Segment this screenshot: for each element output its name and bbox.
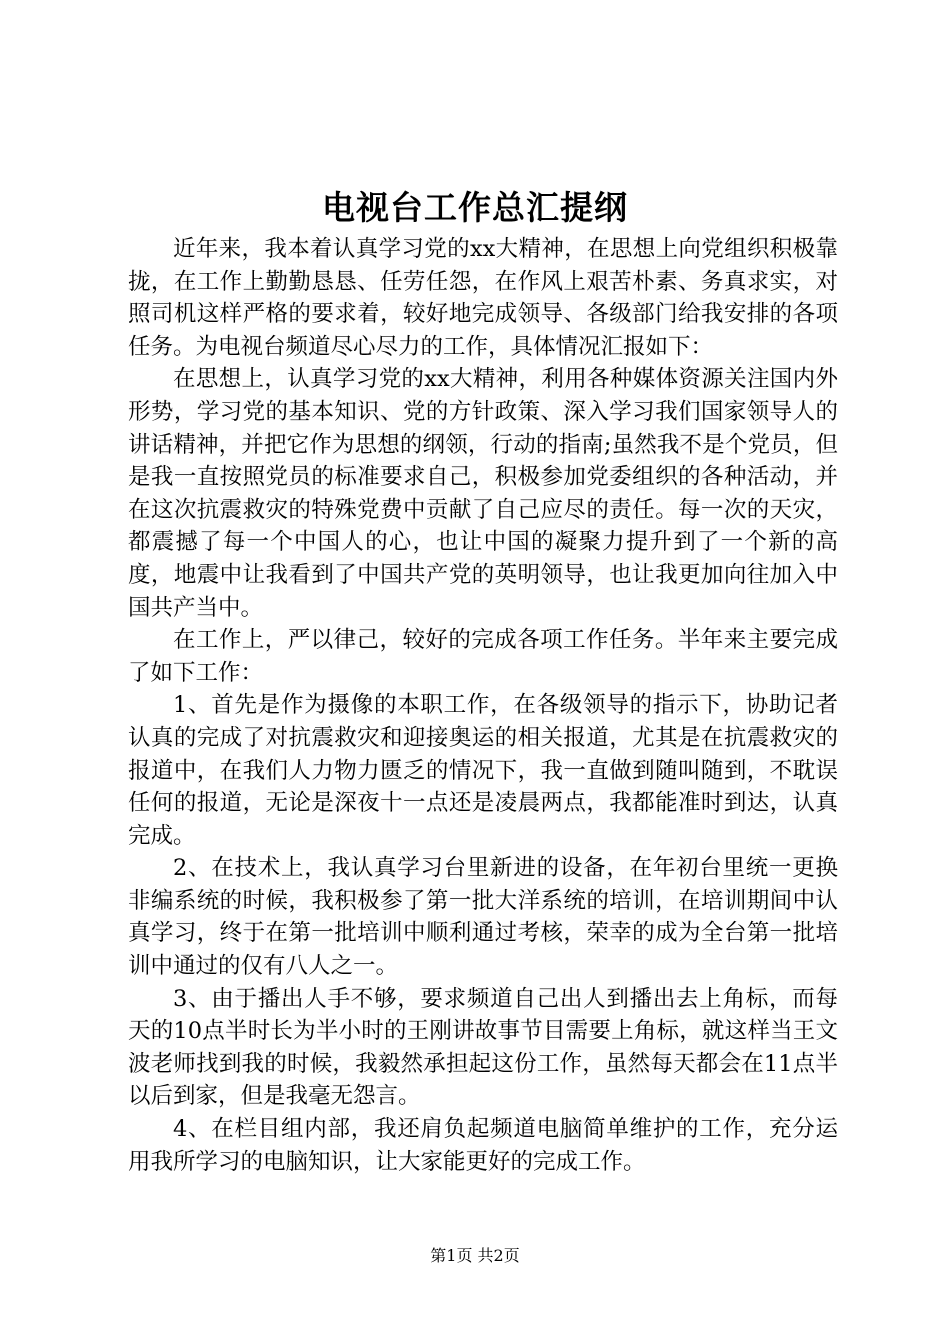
paragraph-item-1: 1、首先是作为摄像的本职工作，在各级领导的指示下，协助记者认真的完成了对抗震救灾和迎接奥运的相关报道，尤其是在抗震救灾的报道中，在我们人力物力匮乏的情况下，我一直做到随叫随到，不耽误任何的报道，无论是深夜十一点还是凌晨两点，我都能准时到达，认真完成。 [128, 692, 838, 849]
paragraph-item-4: 4、在栏目组内部，我还肩负起频道电脑简单维护的工作，充分运用我所学习的电脑知识，让大家能更好的完成工作。 [128, 1116, 838, 1175]
paragraph-ideology: 在思想上，认真学习党的xx大精神，利用各种媒体资源关注国内外形势，学习党的基本知识、党的方针政策、深入学习我们国家领导人的讲话精神，并把它作为思想的纲领，行动的指南;虽然我不是个党员，但是我一直按照党员的标准要求自己，积极参加党委组织的各种活动，并在这次抗震救灾的特殊党费中贡献了自己应尽的责任。每一次的天灾，都震撼了每一个中国人的心，也让中国的凝聚力提升到了一个新的高度，地震中让我看到了中国共产党的英明领导，也让我更加向往加入中国共产当中。 [128, 366, 838, 621]
document-body [128, 233, 838, 1178]
paragraph-item-2: 2、在技术上，我认真学习台里新进的设备，在年初台里统一更换非编系统的时候，我积极参了第一批大洋系统的培训，在培训期间中认真学习，终于在第一批培训中顺利通过考核，荣幸的成为全台第一批培训中通过的仅有八人之一。 [128, 855, 838, 980]
paragraph-item-3: 3、由于播出人手不够，要求频道自己出人到播出去上角标，而每天的10点半时长为半小时的王刚讲故事节目需要上角标，就这样当王文波老师找到我的时候，我毅然承担起这份工作，虽然每天都会在11点半以后到家，但是我毫无怨言。 [128, 985, 838, 1110]
page-footer: 第1页 共2页 [430, 1246, 520, 1265]
document-title: 电视台工作总汇提纲 [322, 188, 628, 227]
paragraph-intro: 近年来，我本着认真学习党的xx大精神，在思想上向党组织积极靠拢，在工作上勤勤恳恳、任劳任怨，在作风上艰苦朴素、务真求实，对照司机这样严格的要求着，较好地完成领导、各级部门给我安排的各项任务。为电视台频道尽心尽力的工作，具体情况汇报如下： [128, 236, 838, 360]
paragraph-work-intro: 在工作上，严以律己，较好的完成各项工作任务。半年来主要完成了如下工作： [128, 627, 838, 686]
